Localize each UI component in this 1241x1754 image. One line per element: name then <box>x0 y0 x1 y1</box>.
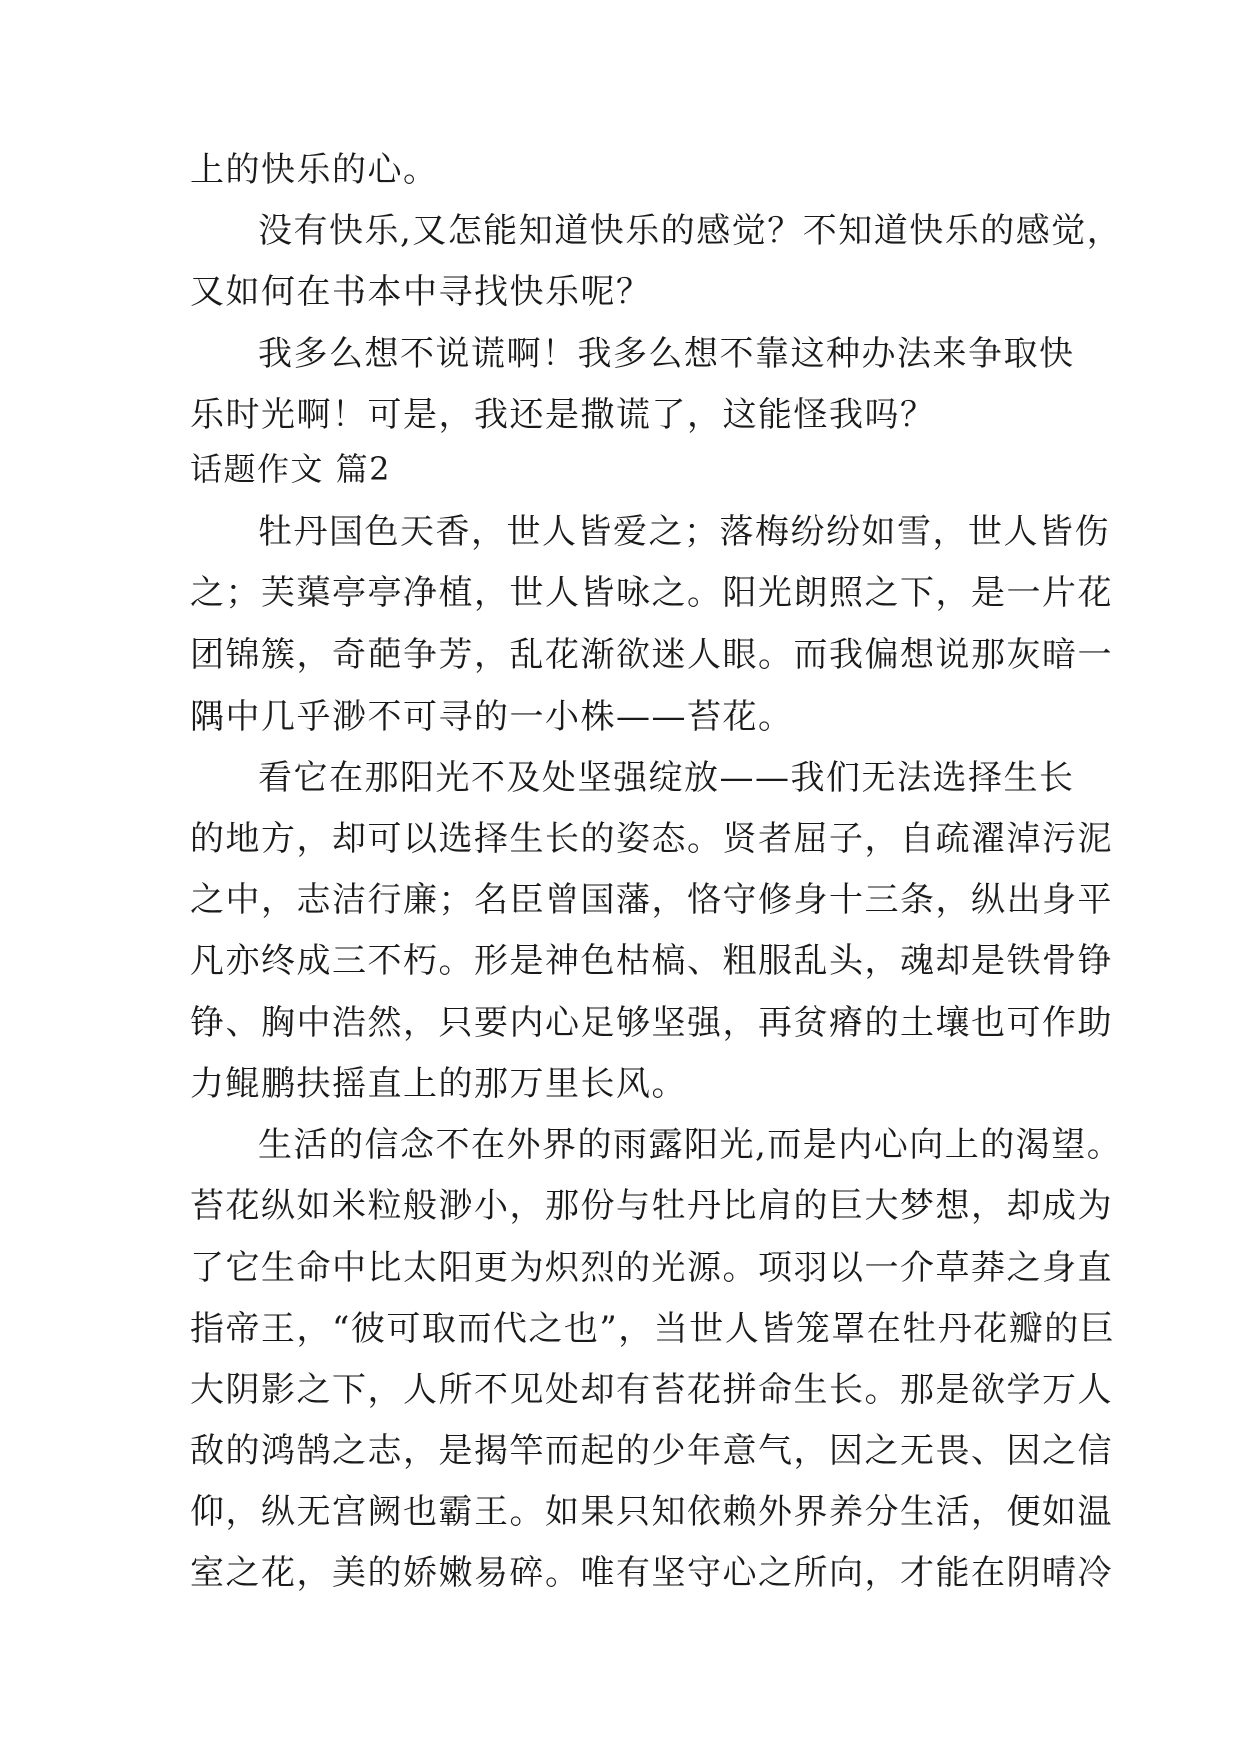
paragraph-line: 苔花纵如米粒般渺小，那份与牡丹比肩的巨大梦想，却成为 <box>190 1186 1113 1226</box>
paragraph-line: 我多么想不说谎啊！我多么想不靠这种办法来争取快 <box>258 334 1075 374</box>
paragraph-line: 凡亦终成三不朽。形是神色枯槁、粗服乱头，魂却是铁骨铮 <box>190 941 1113 981</box>
paragraph-line: 仰，纵无宫阙也霸王。如果只知依赖外界养分生活，便如温 <box>190 1492 1113 1532</box>
paragraph-line: 看它在那阳光不及处坚强绽放——我们无法选择生长 <box>258 758 1075 798</box>
paragraph-line: 敌的鸿鹄之志，是揭竿而起的少年意气，因之无畏、因之信 <box>190 1431 1113 1471</box>
paragraph-line: 力鲲鹏扶摇直上的那万里长风。 <box>190 1064 687 1104</box>
paragraph-line: 的地方，却可以选择生长的姿态。贤者屈子，自疏濯淖污泥 <box>190 819 1113 859</box>
paragraph-line: 铮、胸中浩然，只要内心足够坚强，再贫瘠的土壤也可作助 <box>190 1003 1113 1043</box>
paragraph-line: 又如何在书本中寻找快乐呢？ <box>190 272 652 312</box>
paragraph-line: 乐时光啊！可是，我还是撒谎了，这能怪我吗？ <box>190 395 936 435</box>
paragraph-line: 之；芙蕖亭亭净植，世人皆咏之。阳光朗照之下，是一片花 <box>190 573 1113 613</box>
paragraph-line: 生活的信念不在外界的雨露阳光,而是内心向上的渴望。 <box>258 1125 1123 1165</box>
paragraph-line: 大阴影之下，人所不见处却有苔花拼命生长。那是欲学万人 <box>190 1370 1113 1410</box>
paragraph-line: 团锦簇，奇葩争芳，乱花渐欲迷人眼。而我偏想说那灰暗一 <box>190 635 1113 675</box>
section-heading: 话题作文 篇2 <box>190 450 392 488</box>
paragraph-line: 了它生命中比太阳更为炽烈的光源。项羽以一介草莽之身直 <box>190 1248 1113 1288</box>
paragraph-line: 没有快乐,又怎能知道快乐的感觉？不知道快乐的感觉， <box>258 211 1123 251</box>
paragraph-line: 牡丹国色天香，世人皆爱之；落梅纷纷如雪，世人皆伤 <box>258 512 1110 552</box>
paragraph-line: 之中，志洁行廉；名臣曾国藩，恪守修身十三条，纵出身平 <box>190 880 1113 920</box>
paragraph-line: 指帝王，“彼可取而代之也”，当世人皆笼罩在牡丹花瓣的巨 <box>190 1309 1116 1349</box>
paragraph-line: 隅中几乎渺不可寻的一小株——苔花。 <box>190 697 794 737</box>
paragraph-line: 上的快乐的心。 <box>190 150 439 190</box>
paragraph-line: 室之花，美的娇嫩易碎。唯有坚守心之所向，才能在阴晴冷 <box>190 1553 1113 1593</box>
